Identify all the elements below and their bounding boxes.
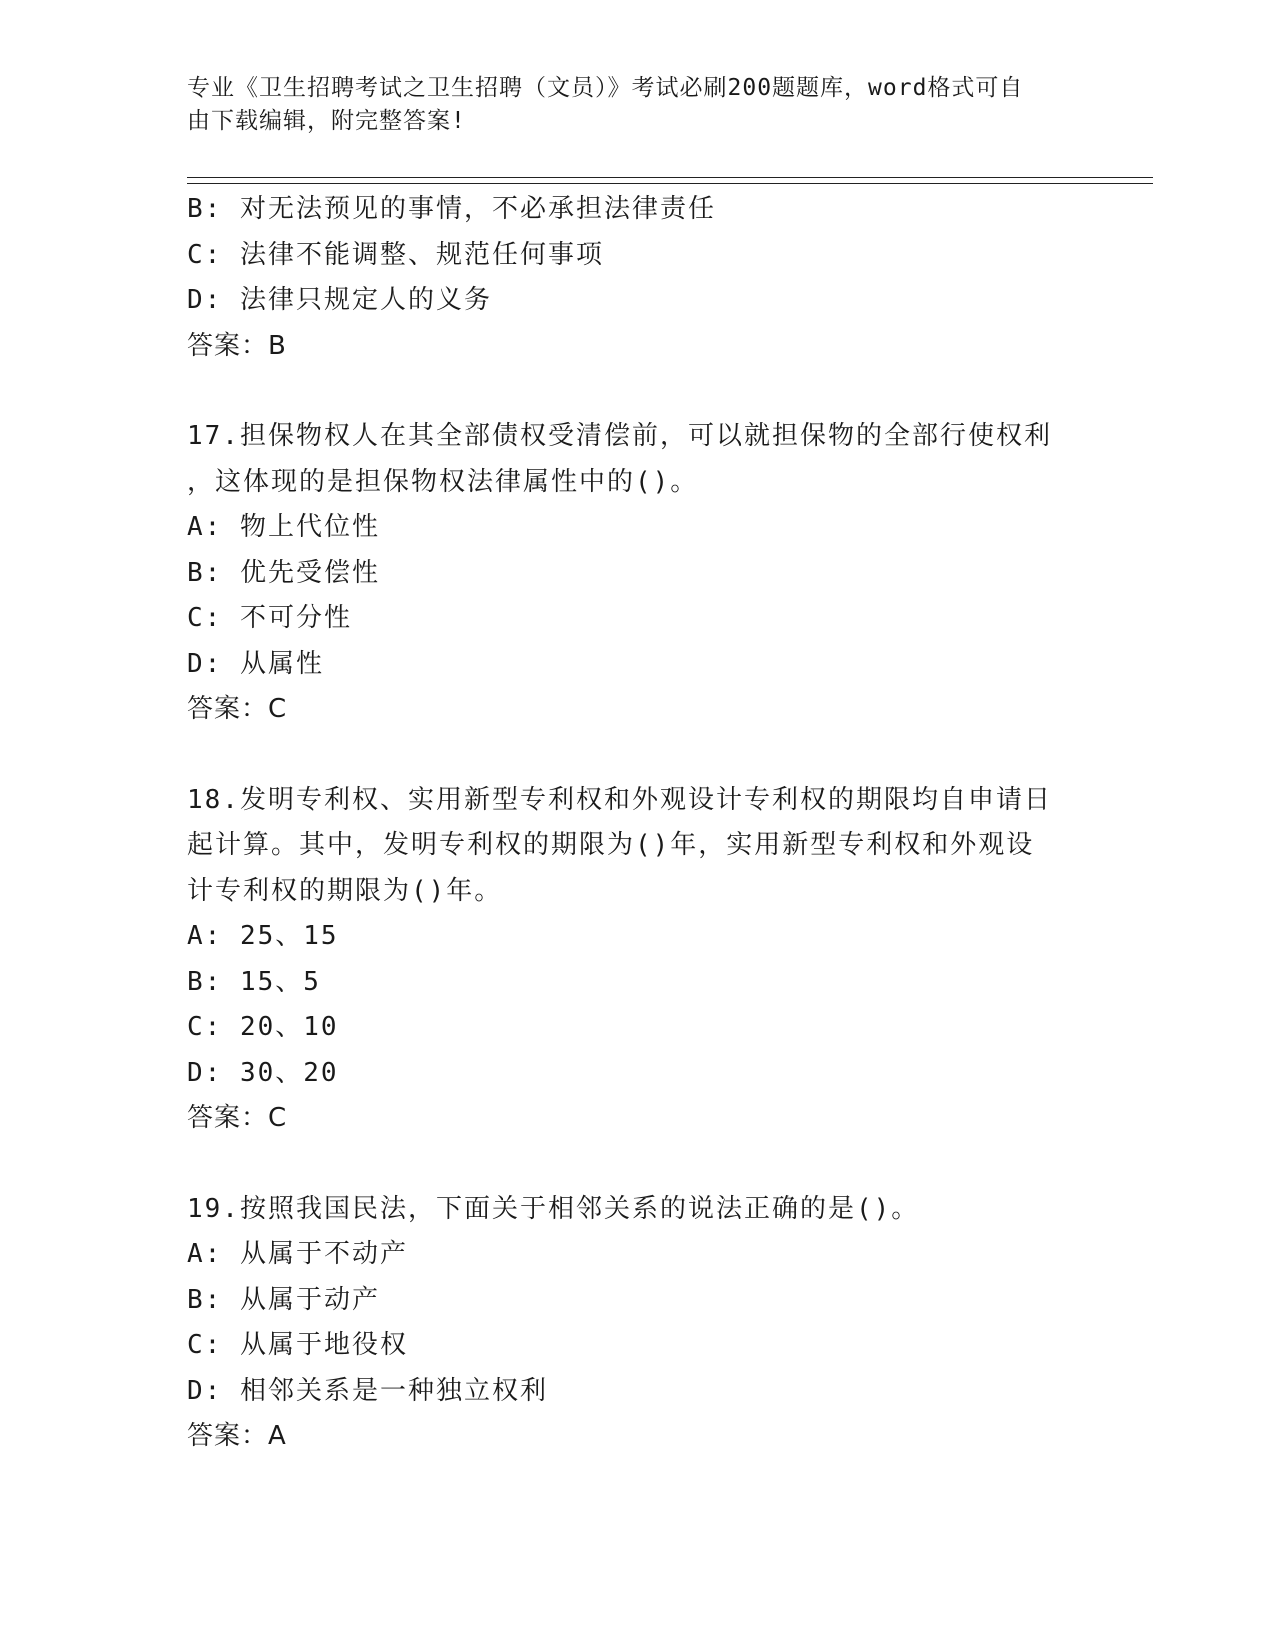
document-header	[187, 72, 1067, 138]
header-title-line-1: 专业《卫生招聘考试之卫生招聘（文员）》考试必刷200题题库，word格式可自	[187, 75, 1024, 101]
question-19	[187, 1187, 1087, 1460]
question-16-continuation	[187, 187, 1087, 369]
question-stem: ，这体现的是担保物权法律属性中的()。	[187, 466, 699, 497]
question-stem: 19.按照我国民法，下面关于相邻关系的说法正确的是()。	[187, 1193, 920, 1224]
question-stem: 17.担保物权人在其全部债权受清偿前，可以就担保物的全部行使权利	[187, 421, 1052, 451]
option-a: A: 从属于不动产	[187, 1239, 408, 1269]
option-a: A: 25、15	[187, 921, 339, 951]
option-b: B: 15、5	[187, 966, 321, 997]
answer-line: 答案：C	[187, 1103, 288, 1133]
option-b: B: 对无法预见的事情，不必承担法律责任	[187, 194, 716, 224]
question-stem: 起计算。其中，发明专利权的期限为()年，实用新型专利权和外观设	[187, 830, 1035, 860]
option-c: C: 不可分性	[187, 603, 352, 633]
header-title-line-2: 由下载编辑，附完整答案!	[187, 108, 466, 134]
option-c: C: 从属于地役权	[187, 1330, 408, 1360]
option-d: D: 从属性	[187, 648, 324, 679]
answer-line: 答案：A	[187, 1421, 287, 1451]
option-c: C: 20、10	[187, 1012, 339, 1042]
option-d: D: 相邻关系是一种独立权利	[187, 1375, 548, 1406]
header-divider-bottom	[187, 183, 1153, 184]
question-17	[187, 414, 1087, 733]
header-divider-top	[187, 177, 1153, 178]
option-d: D: 法律只规定人的义务	[187, 285, 492, 315]
question-list	[187, 187, 1087, 1460]
option-c: C: 法律不能调整、规范任何事项	[187, 239, 604, 270]
answer-line: 答案：C	[187, 694, 288, 724]
question-18	[187, 778, 1087, 1142]
question-stem: 18.发明专利权、实用新型专利权和外观设计专利权的期限均自申请日	[187, 784, 1052, 815]
option-b: B: 优先受偿性	[187, 557, 380, 588]
option-b: B: 从属于动产	[187, 1284, 380, 1315]
question-stem: 计专利权的期限为()年。	[187, 875, 503, 906]
option-a: A: 物上代位性	[187, 512, 380, 542]
option-d: D: 30、20	[187, 1057, 339, 1088]
answer-line: 答案：B	[187, 330, 287, 361]
